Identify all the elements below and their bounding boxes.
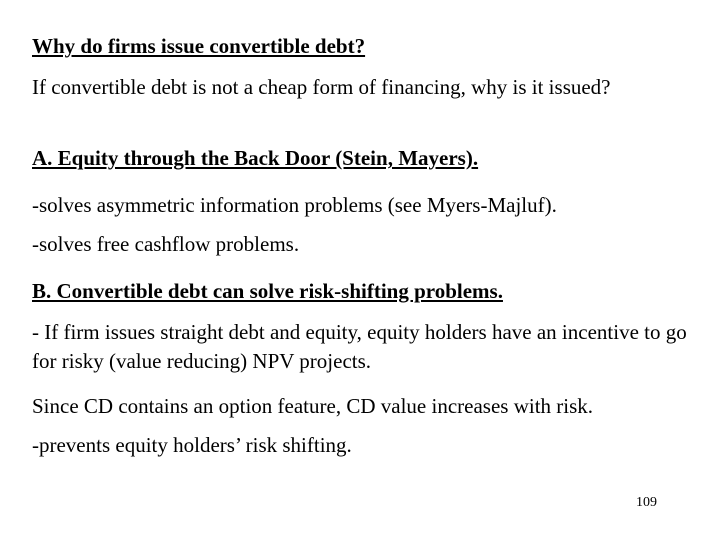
page-number: 109 bbox=[636, 495, 657, 510]
bullet-asymmetric-information: -solves asymmetric information problems (see Myers-Majluf). bbox=[32, 193, 557, 217]
bullet-prevents-risk-shifting: -prevents equity holders’ risk shifting. bbox=[32, 433, 352, 457]
section-heading-b: B. Convertible debt can solve risk-shifting problems. bbox=[32, 279, 503, 303]
question-paragraph: If convertible debt is not a cheap form of financing, why is it issued? bbox=[32, 75, 611, 99]
option-feature-paragraph: Since CD contains an option feature, CD value increases with risk. bbox=[32, 394, 594, 418]
slide-title: Why do firms issue convertible debt? bbox=[32, 34, 366, 58]
section-heading-a: A. Equity through the Back Door (Stein, Mayers). bbox=[32, 146, 479, 170]
bullet-risk-incentive: - If firm issues straight debt and equity, equity holders have an incentive to go for risky (value reducing) NPV projects. bbox=[32, 320, 687, 373]
bullet-free-cashflow: -solves free cashflow problems. bbox=[32, 232, 300, 256]
